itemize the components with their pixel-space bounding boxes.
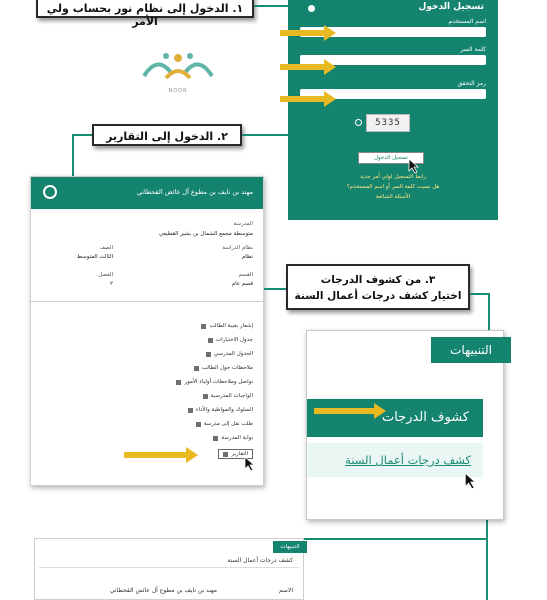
- menu-label: تواصل وملاحظات أولياء الأمور: [184, 379, 253, 385]
- step2-label: ٢. الدخول إلى التقارير: [106, 130, 228, 143]
- bottom-panel: [34, 538, 304, 600]
- menu-label: السلوك والمواظبة والأداء: [195, 407, 253, 413]
- bottom-name-label: الاسم: [278, 587, 293, 594]
- study-system-label: نظام الدراسة: [222, 245, 253, 251]
- menu-icon: [176, 380, 181, 385]
- grades-reports-tab[interactable]: [307, 399, 483, 437]
- menu-icon: [213, 436, 218, 441]
- menu-icon: [203, 394, 208, 399]
- login-submit-label: تسجيل الدخول: [374, 155, 408, 161]
- menu-icon: [206, 352, 211, 357]
- menu-item-schedule[interactable]: [206, 351, 253, 357]
- step3-callout: [286, 264, 470, 310]
- connector-step1: [254, 5, 288, 7]
- username-label: اسم المستخدم: [448, 18, 486, 25]
- annual-work-report-label: كشف درجات أعمال السنة: [345, 453, 471, 467]
- grades-reports-label: كشوف الدرجات: [381, 410, 469, 425]
- captcha-label: رمز التحقق: [457, 80, 486, 87]
- section-label: القسم: [238, 272, 253, 278]
- captcha-image: [366, 114, 410, 132]
- menu-item-behavior[interactable]: [188, 407, 253, 413]
- divider: [31, 301, 263, 302]
- link-register[interactable]: رابط التسجيل لولي أمر جديد: [359, 174, 427, 180]
- stage-value: الثالث المتوسط: [76, 254, 113, 260]
- connector-step3-h: [470, 293, 490, 295]
- user-icon: [308, 5, 315, 12]
- study-system-value: نظام: [241, 254, 253, 260]
- step1-label: ١. الدخول إلى نظام نور بحساب ولي الأمر: [46, 2, 244, 28]
- connector-step2-h: [72, 134, 92, 136]
- menu-icon: [188, 408, 193, 413]
- menu-label: التقارير: [231, 451, 248, 457]
- step3-line2: اختيار كشف درجات أعمال السنة: [294, 290, 462, 302]
- connector-bottom-v: [486, 520, 488, 600]
- connector-step3-left: [264, 288, 286, 290]
- arrow-reports: [124, 450, 198, 460]
- connector-step2-v: [72, 134, 74, 176]
- student-avatar-icon: [43, 185, 57, 199]
- bottom-subtitle: كشف درجات أعمال السنة: [227, 557, 293, 564]
- arrow-captcha: [280, 94, 336, 104]
- connector-bottom-h: [300, 538, 488, 540]
- annual-work-report-link[interactable]: [307, 443, 483, 477]
- alerts-header: [431, 337, 511, 363]
- menu-label: الواجبات المدرسية: [210, 393, 253, 399]
- menu-item-absence[interactable]: [201, 323, 253, 329]
- bottom-name-value: مهند بن نايف بن مطوع آل عائض القحطاني: [109, 587, 217, 594]
- bottom-divider: [39, 567, 299, 568]
- alerts-title: التنبيهات: [450, 343, 492, 357]
- step2-callout: [92, 124, 242, 146]
- menu-icon: [194, 366, 199, 371]
- menu-icon: [201, 324, 206, 329]
- cursor-reports-icon: [244, 456, 258, 472]
- class-value: ٢: [110, 281, 113, 287]
- menu-label: ملاحظات حول الطالب: [201, 365, 253, 371]
- noor-logo-icon: [138, 44, 218, 84]
- stage-label: الصف: [99, 245, 113, 251]
- menu-label: الجدول المدرسي: [213, 351, 253, 357]
- menu-item-school-portal[interactable]: [213, 435, 253, 441]
- noor-logo: [138, 44, 218, 92]
- link-faq[interactable]: الأسئلة الشائعة: [375, 194, 411, 200]
- link-forgot[interactable]: هل نسيت كلمة السر أو اسم المستخدم؟: [346, 184, 440, 190]
- school-value: متوسطة مجمع الشمال بن بشير القطيعي: [158, 231, 253, 237]
- section-value: قسم عام: [231, 281, 253, 287]
- menu-icon: [208, 338, 213, 343]
- menu-item-exams[interactable]: [208, 337, 253, 343]
- refresh-icon[interactable]: [355, 119, 362, 126]
- step1-callout: [36, 0, 254, 28]
- arrow-grades: [314, 406, 386, 416]
- menu-icon: [223, 452, 228, 457]
- menu-label: جدول الاختبارات: [215, 337, 253, 343]
- cursor-annual-icon: [464, 472, 480, 490]
- student-header: [31, 177, 263, 209]
- class-label: الفصل: [98, 272, 113, 278]
- bottom-header: [273, 541, 307, 553]
- captcha-value: 5335: [375, 118, 401, 128]
- menu-item-homework[interactable]: [203, 393, 253, 399]
- arrow-password: [280, 62, 336, 72]
- menu-label: بوابة المدرسة: [221, 435, 253, 441]
- menu-item-notes[interactable]: [194, 365, 253, 371]
- school-label: المدرسة: [233, 221, 253, 227]
- cursor-icon: [408, 158, 422, 174]
- alerts-panel: [306, 330, 504, 520]
- student-panel: [30, 176, 264, 486]
- noor-logo-text: NOOR: [168, 88, 188, 94]
- login-title: تسجيل الدخول: [418, 2, 484, 12]
- bottom-header-label: التنبيهات: [280, 544, 300, 550]
- password-label: كلمة السر: [460, 46, 486, 53]
- menu-item-transfer[interactable]: [196, 421, 253, 427]
- menu-item-parent-contact[interactable]: [176, 379, 253, 385]
- connector-step2-right: [242, 134, 288, 136]
- menu-label: طلب نقل إلى مدرسة: [203, 421, 253, 427]
- student-name: مهند بن نايف بن مطوع آل عائض القحطاني: [136, 188, 253, 196]
- arrow-username: [280, 28, 336, 38]
- step3-line1: ٣. من كشوف الدرجات: [320, 274, 436, 286]
- menu-label: إشعار بغيبة الطالب: [209, 323, 253, 329]
- menu-icon: [196, 422, 201, 427]
- connector-step3-v: [488, 293, 490, 333]
